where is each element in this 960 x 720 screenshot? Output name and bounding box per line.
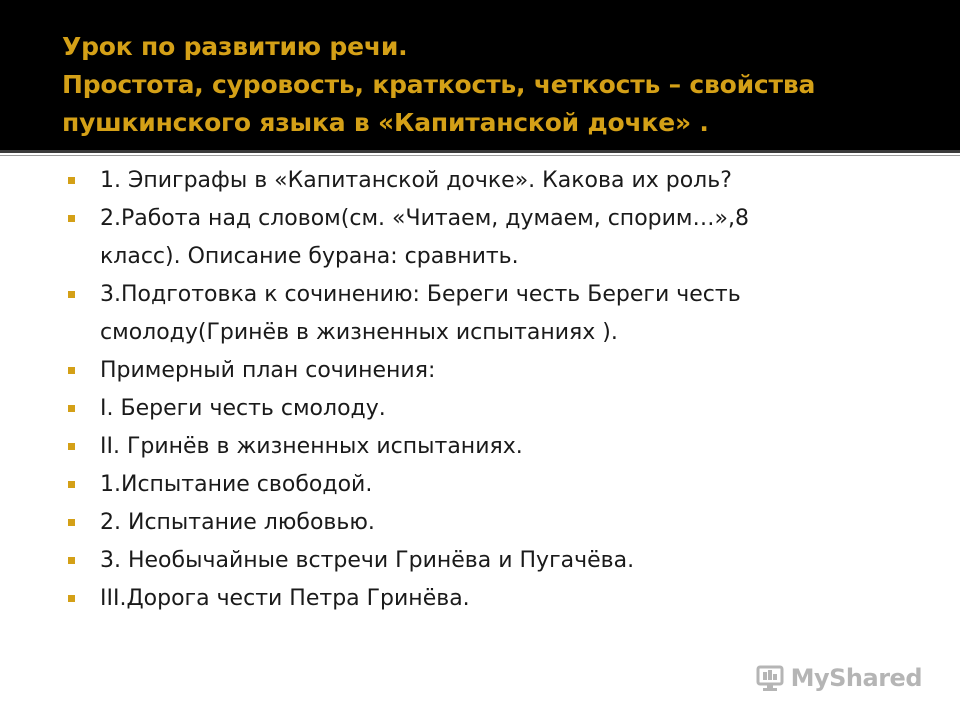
title-band xyxy=(0,0,960,150)
bullet-square-icon xyxy=(68,215,75,222)
bullet-list xyxy=(66,162,926,618)
list-item-text: II. Гринёв в жизненных испытаниях. xyxy=(100,434,523,459)
bullet-square-icon xyxy=(68,595,75,602)
list-item-text: 3. Необычайные встречи Гринёва и Пугачёва. xyxy=(100,548,635,573)
title-divider xyxy=(0,150,960,153)
title-line-3: пушкинского языка в «Капитанской дочке» . xyxy=(62,108,709,137)
myshared-logo-icon xyxy=(755,664,785,692)
title-line-1: Урок по развитию речи. xyxy=(62,32,408,61)
list-item xyxy=(66,390,926,428)
watermark-text: MyShared xyxy=(790,664,922,692)
bullet-square-icon xyxy=(68,557,75,564)
list-item-text: смолоду(Гринёв в жизненных испытаниях ). xyxy=(100,320,618,345)
list-item xyxy=(66,352,926,390)
list-item-text: 3.Подготовка к сочинению: Береги честь Береги честь xyxy=(100,282,741,307)
list-item-text: 1. Эпиграфы в «Капитанской дочке». Какова их роль? xyxy=(100,168,732,193)
list-item xyxy=(66,162,926,200)
list-item-text: I. Береги честь смолоду. xyxy=(100,396,386,421)
list-item xyxy=(66,466,926,504)
list-item-text: Примерный план сочинения: xyxy=(100,358,436,383)
list-item xyxy=(66,200,926,276)
list-item xyxy=(66,276,926,352)
list-item-text: 2. Испытание любовью. xyxy=(100,510,375,535)
bullet-square-icon xyxy=(68,481,75,488)
list-item xyxy=(66,428,926,466)
list-item-text: класс). Описание бурана: сравнить. xyxy=(100,244,519,269)
title-line-2: Простота, суровость, краткость, четкость – свойства xyxy=(62,70,816,99)
bullet-square-icon xyxy=(68,367,75,374)
bullet-square-icon xyxy=(68,291,75,298)
list-item xyxy=(66,542,926,580)
bullet-square-icon xyxy=(68,405,75,412)
bullet-square-icon xyxy=(68,519,75,526)
list-item xyxy=(66,504,926,542)
bullet-square-icon xyxy=(68,177,75,184)
list-item-text: III.Дорога чести Петра Гринёва. xyxy=(100,586,470,611)
bullet-square-icon xyxy=(68,443,75,450)
list-item-text: 2.Работа над словом(см. «Читаем, думаем, спорим…»,8 xyxy=(100,206,749,231)
list-item-text: 1.Испытание свободой. xyxy=(100,472,373,497)
watermark xyxy=(755,664,922,692)
title-divider-thin xyxy=(0,155,960,156)
list-item xyxy=(66,580,926,618)
